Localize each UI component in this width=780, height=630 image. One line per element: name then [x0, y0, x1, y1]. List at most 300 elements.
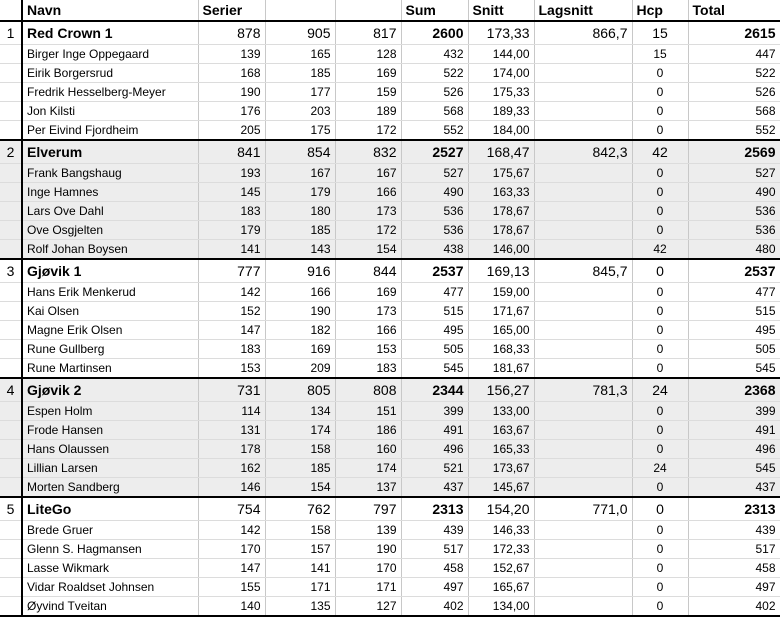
player-sum: 497	[401, 578, 468, 597]
player-sum: 402	[401, 597, 468, 617]
player-lagsnitt-blank	[534, 321, 632, 340]
player-total: 496	[688, 440, 780, 459]
player-name: Frank Bangshaug	[22, 164, 198, 183]
team-serie-2: 805	[265, 378, 335, 402]
player-rank-blank	[0, 340, 22, 359]
player-snitt: 172,33	[468, 540, 534, 559]
team-snitt: 154,20	[468, 497, 534, 521]
player-name: Lasse Wikmark	[22, 559, 198, 578]
player-snitt: 146,00	[468, 240, 534, 260]
player-name: Kai Olsen	[22, 302, 198, 321]
player-total: 439	[688, 521, 780, 540]
player-lagsnitt-blank	[534, 83, 632, 102]
player-lagsnitt-blank	[534, 359, 632, 379]
player-serie-2: 169	[265, 340, 335, 359]
player-sum: 526	[401, 83, 468, 102]
player-sum: 517	[401, 540, 468, 559]
player-serie-2: 190	[265, 302, 335, 321]
player-sum: 527	[401, 164, 468, 183]
player-rank-blank	[0, 478, 22, 498]
player-lagsnitt-blank	[534, 164, 632, 183]
player-serie-1: 168	[198, 64, 265, 83]
player-snitt: 181,67	[468, 359, 534, 379]
player-total: 402	[688, 597, 780, 617]
player-sum: 491	[401, 421, 468, 440]
player-row	[0, 183, 780, 202]
player-serie-2: 185	[265, 221, 335, 240]
player-serie-1: 142	[198, 283, 265, 302]
player-serie-3: 173	[335, 202, 401, 221]
player-serie-3: 166	[335, 183, 401, 202]
player-name: Rolf Johan Boysen	[22, 240, 198, 260]
team-total: 2615	[688, 21, 780, 45]
player-serie-1: 145	[198, 183, 265, 202]
player-name: Lars Ove Dahl	[22, 202, 198, 221]
player-snitt: 146,33	[468, 521, 534, 540]
player-serie-3: 153	[335, 340, 401, 359]
team-row	[0, 140, 780, 164]
player-serie-3: 189	[335, 102, 401, 121]
player-rank-blank	[0, 597, 22, 617]
player-total: 545	[688, 459, 780, 478]
player-row	[0, 283, 780, 302]
player-serie-1: 178	[198, 440, 265, 459]
team-name: LiteGo	[22, 497, 198, 521]
player-snitt: 144,00	[468, 45, 534, 64]
header-navn: Navn	[22, 0, 198, 21]
player-sum: 490	[401, 183, 468, 202]
player-row	[0, 64, 780, 83]
player-serie-2: 143	[265, 240, 335, 260]
player-serie-3: 172	[335, 221, 401, 240]
player-serie-1: 153	[198, 359, 265, 379]
player-serie-1: 147	[198, 559, 265, 578]
player-sum: 505	[401, 340, 468, 359]
player-total: 477	[688, 283, 780, 302]
team-hcp: 15	[632, 21, 688, 45]
player-serie-1: 142	[198, 521, 265, 540]
team-serie-2: 916	[265, 259, 335, 283]
player-serie-2: 167	[265, 164, 335, 183]
player-rank-blank	[0, 183, 22, 202]
player-total: 527	[688, 164, 780, 183]
player-lagsnitt-blank	[534, 64, 632, 83]
player-sum: 458	[401, 559, 468, 578]
player-rank-blank	[0, 283, 22, 302]
player-rank-blank	[0, 221, 22, 240]
player-lagsnitt-blank	[534, 302, 632, 321]
player-rank-blank	[0, 578, 22, 597]
team-serie-1: 878	[198, 21, 265, 45]
player-lagsnitt-blank	[534, 283, 632, 302]
team-sum: 2600	[401, 21, 468, 45]
player-serie-3: 154	[335, 240, 401, 260]
player-rank-blank	[0, 45, 22, 64]
player-total: 480	[688, 240, 780, 260]
team-name: Gjøvik 2	[22, 378, 198, 402]
header-serier: Serier	[198, 0, 265, 21]
team-name: Elverum	[22, 140, 198, 164]
team-serie-1: 841	[198, 140, 265, 164]
player-row	[0, 440, 780, 459]
player-row	[0, 302, 780, 321]
team-serie-1: 754	[198, 497, 265, 521]
player-total: 399	[688, 402, 780, 421]
header-lagsnitt: Lagsnitt	[534, 0, 632, 21]
team-serie-3: 832	[335, 140, 401, 164]
player-sum: 545	[401, 359, 468, 379]
player-rank-blank	[0, 321, 22, 340]
player-hcp: 0	[632, 340, 688, 359]
player-rank-blank	[0, 559, 22, 578]
player-serie-3: 190	[335, 540, 401, 559]
player-serie-1: 155	[198, 578, 265, 597]
player-name: Hans Olaussen	[22, 440, 198, 459]
player-total: 526	[688, 83, 780, 102]
team-sum: 2537	[401, 259, 468, 283]
player-sum: 439	[401, 521, 468, 540]
player-serie-2: 135	[265, 597, 335, 617]
player-serie-3: 172	[335, 121, 401, 141]
player-total: 517	[688, 540, 780, 559]
player-hcp: 0	[632, 559, 688, 578]
player-name: Rune Martinsen	[22, 359, 198, 379]
player-serie-1: 139	[198, 45, 265, 64]
player-hcp: 0	[632, 540, 688, 559]
player-serie-2: 177	[265, 83, 335, 102]
team-name: Red Crown 1	[22, 21, 198, 45]
team-row	[0, 497, 780, 521]
player-sum: 399	[401, 402, 468, 421]
player-serie-1: 152	[198, 302, 265, 321]
player-name: Brede Gruer	[22, 521, 198, 540]
player-serie-2: 158	[265, 521, 335, 540]
player-serie-3: 167	[335, 164, 401, 183]
player-rank-blank	[0, 64, 22, 83]
player-sum: 515	[401, 302, 468, 321]
player-name: Fredrik Hesselberg-Meyer	[22, 83, 198, 102]
player-serie-3: 128	[335, 45, 401, 64]
player-sum: 522	[401, 64, 468, 83]
team-lagsnitt: 781,3	[534, 378, 632, 402]
player-row	[0, 521, 780, 540]
player-total: 491	[688, 421, 780, 440]
player-row	[0, 459, 780, 478]
player-snitt: 175,33	[468, 83, 534, 102]
player-serie-3: 137	[335, 478, 401, 498]
player-row	[0, 221, 780, 240]
header-snitt: Snitt	[468, 0, 534, 21]
player-name: Morten Sandberg	[22, 478, 198, 498]
player-name: Birger Inge Oppegaard	[22, 45, 198, 64]
player-row	[0, 402, 780, 421]
team-row	[0, 21, 780, 45]
player-serie-2: 175	[265, 121, 335, 141]
player-snitt: 174,00	[468, 64, 534, 83]
player-sum: 496	[401, 440, 468, 459]
player-serie-3: 151	[335, 402, 401, 421]
player-row	[0, 559, 780, 578]
team-hcp: 24	[632, 378, 688, 402]
player-snitt: 165,33	[468, 440, 534, 459]
team-total: 2537	[688, 259, 780, 283]
player-snitt: 189,33	[468, 102, 534, 121]
player-serie-3: 160	[335, 440, 401, 459]
player-name: Inge Hamnes	[22, 183, 198, 202]
player-serie-2: 185	[265, 459, 335, 478]
player-name: Eirik Borgersrud	[22, 64, 198, 83]
player-hcp: 0	[632, 164, 688, 183]
player-rank-blank	[0, 402, 22, 421]
player-serie-3: 139	[335, 521, 401, 540]
player-lagsnitt-blank	[534, 597, 632, 617]
player-name: Per Eivind Fjordheim	[22, 121, 198, 141]
team-serie-2: 854	[265, 140, 335, 164]
player-hcp: 0	[632, 102, 688, 121]
team-serie-3: 797	[335, 497, 401, 521]
player-row	[0, 202, 780, 221]
player-row	[0, 45, 780, 64]
player-sum: 552	[401, 121, 468, 141]
team-serie-1: 731	[198, 378, 265, 402]
player-hcp: 0	[632, 321, 688, 340]
team-serie-2: 905	[265, 21, 335, 45]
team-hcp: 0	[632, 259, 688, 283]
player-serie-1: 146	[198, 478, 265, 498]
player-serie-2: 179	[265, 183, 335, 202]
player-row	[0, 102, 780, 121]
player-snitt: 165,67	[468, 578, 534, 597]
player-serie-2: 154	[265, 478, 335, 498]
player-lagsnitt-blank	[534, 102, 632, 121]
player-rank-blank	[0, 164, 22, 183]
header-total: Total	[688, 0, 780, 21]
player-name: Glenn S. Hagmansen	[22, 540, 198, 559]
player-row	[0, 421, 780, 440]
header-rank	[0, 0, 22, 21]
player-total: 522	[688, 64, 780, 83]
player-lagsnitt-blank	[534, 478, 632, 498]
player-lagsnitt-blank	[534, 340, 632, 359]
team-name: Gjøvik 1	[22, 259, 198, 283]
player-rank-blank	[0, 521, 22, 540]
player-snitt: 152,67	[468, 559, 534, 578]
player-hcp: 0	[632, 478, 688, 498]
player-total: 437	[688, 478, 780, 498]
player-name: Magne Erik Olsen	[22, 321, 198, 340]
player-hcp: 0	[632, 121, 688, 141]
player-total: 536	[688, 202, 780, 221]
team-rank: 3	[0, 259, 22, 283]
team-snitt: 168,47	[468, 140, 534, 164]
player-sum: 536	[401, 202, 468, 221]
player-serie-3: 186	[335, 421, 401, 440]
player-row	[0, 121, 780, 141]
player-hcp: 0	[632, 359, 688, 379]
player-hcp: 24	[632, 459, 688, 478]
player-serie-2: 157	[265, 540, 335, 559]
player-row	[0, 478, 780, 498]
player-snitt: 175,67	[468, 164, 534, 183]
player-row	[0, 83, 780, 102]
player-serie-2: 158	[265, 440, 335, 459]
player-serie-2: 185	[265, 64, 335, 83]
player-snitt: 133,00	[468, 402, 534, 421]
player-serie-3: 166	[335, 321, 401, 340]
player-rank-blank	[0, 240, 22, 260]
player-total: 515	[688, 302, 780, 321]
player-serie-2: 180	[265, 202, 335, 221]
team-sum: 2313	[401, 497, 468, 521]
player-serie-2: 182	[265, 321, 335, 340]
team-serie-2: 762	[265, 497, 335, 521]
player-snitt: 184,00	[468, 121, 534, 141]
player-name: Frode Hansen	[22, 421, 198, 440]
player-serie-3: 173	[335, 302, 401, 321]
team-snitt: 169,13	[468, 259, 534, 283]
player-rank-blank	[0, 359, 22, 379]
player-name: Rune Gullberg	[22, 340, 198, 359]
player-name: Hans Erik Menkerud	[22, 283, 198, 302]
player-serie-3: 159	[335, 83, 401, 102]
player-serie-1: 205	[198, 121, 265, 141]
player-row	[0, 540, 780, 559]
player-lagsnitt-blank	[534, 540, 632, 559]
team-lagsnitt: 842,3	[534, 140, 632, 164]
player-lagsnitt-blank	[534, 121, 632, 141]
player-row	[0, 164, 780, 183]
player-name: Lillian Larsen	[22, 459, 198, 478]
player-serie-1: 114	[198, 402, 265, 421]
team-lagsnitt: 771,0	[534, 497, 632, 521]
player-lagsnitt-blank	[534, 183, 632, 202]
player-snitt: 145,67	[468, 478, 534, 498]
player-total: 568	[688, 102, 780, 121]
team-serie-3: 844	[335, 259, 401, 283]
player-lagsnitt-blank	[534, 440, 632, 459]
player-total: 505	[688, 340, 780, 359]
player-total: 497	[688, 578, 780, 597]
player-hcp: 0	[632, 83, 688, 102]
player-total: 490	[688, 183, 780, 202]
player-snitt: 134,00	[468, 597, 534, 617]
team-total: 2569	[688, 140, 780, 164]
player-snitt: 178,67	[468, 221, 534, 240]
player-serie-3: 169	[335, 283, 401, 302]
player-lagsnitt-blank	[534, 521, 632, 540]
player-hcp: 0	[632, 202, 688, 221]
player-sum: 495	[401, 321, 468, 340]
player-lagsnitt-blank	[534, 402, 632, 421]
player-hcp: 0	[632, 183, 688, 202]
player-snitt: 171,67	[468, 302, 534, 321]
player-rank-blank	[0, 102, 22, 121]
team-sum: 2344	[401, 378, 468, 402]
player-name: Øyvind Tveitan	[22, 597, 198, 617]
player-serie-2: 134	[265, 402, 335, 421]
header-serier-2	[265, 0, 335, 21]
player-serie-3: 174	[335, 459, 401, 478]
player-serie-1: 183	[198, 202, 265, 221]
player-total: 447	[688, 45, 780, 64]
header-serier-3	[335, 0, 401, 21]
team-row	[0, 259, 780, 283]
player-serie-3: 169	[335, 64, 401, 83]
header-hcp: Hcp	[632, 0, 688, 21]
team-snitt: 156,27	[468, 378, 534, 402]
player-serie-1: 162	[198, 459, 265, 478]
player-snitt: 178,67	[468, 202, 534, 221]
player-serie-3: 170	[335, 559, 401, 578]
player-serie-3: 127	[335, 597, 401, 617]
player-sum: 432	[401, 45, 468, 64]
player-hcp: 0	[632, 578, 688, 597]
player-serie-2: 209	[265, 359, 335, 379]
player-sum: 536	[401, 221, 468, 240]
player-rank-blank	[0, 121, 22, 141]
team-row	[0, 378, 780, 402]
player-hcp: 0	[632, 64, 688, 83]
player-sum: 437	[401, 478, 468, 498]
player-serie-1: 170	[198, 540, 265, 559]
player-serie-1: 140	[198, 597, 265, 617]
player-rank-blank	[0, 440, 22, 459]
team-total: 2313	[688, 497, 780, 521]
player-serie-2: 141	[265, 559, 335, 578]
player-serie-2: 166	[265, 283, 335, 302]
team-snitt: 173,33	[468, 21, 534, 45]
player-serie-2: 203	[265, 102, 335, 121]
player-serie-1: 131	[198, 421, 265, 440]
player-serie-1: 190	[198, 83, 265, 102]
player-serie-1: 179	[198, 221, 265, 240]
team-rank: 2	[0, 140, 22, 164]
player-name: Ove Osgjelten	[22, 221, 198, 240]
player-sum: 438	[401, 240, 468, 260]
team-serie-3: 808	[335, 378, 401, 402]
player-total: 536	[688, 221, 780, 240]
player-serie-2: 165	[265, 45, 335, 64]
player-serie-2: 171	[265, 578, 335, 597]
player-hcp: 0	[632, 221, 688, 240]
player-hcp: 0	[632, 521, 688, 540]
player-snitt: 168,33	[468, 340, 534, 359]
player-lagsnitt-blank	[534, 578, 632, 597]
team-hcp: 42	[632, 140, 688, 164]
player-serie-1: 141	[198, 240, 265, 260]
player-row	[0, 240, 780, 260]
player-name: Espen Holm	[22, 402, 198, 421]
player-lagsnitt-blank	[534, 559, 632, 578]
player-rank-blank	[0, 421, 22, 440]
player-snitt: 163,33	[468, 183, 534, 202]
player-hcp: 0	[632, 597, 688, 617]
header-row	[0, 0, 780, 21]
player-lagsnitt-blank	[534, 221, 632, 240]
player-hcp: 0	[632, 283, 688, 302]
player-rank-blank	[0, 459, 22, 478]
team-total: 2368	[688, 378, 780, 402]
player-name: Vidar Roaldset Johnsen	[22, 578, 198, 597]
team-rank: 5	[0, 497, 22, 521]
player-lagsnitt-blank	[534, 240, 632, 260]
team-rank: 4	[0, 378, 22, 402]
player-lagsnitt-blank	[534, 421, 632, 440]
player-total: 545	[688, 359, 780, 379]
header-sum: Sum	[401, 0, 468, 21]
player-snitt: 173,67	[468, 459, 534, 478]
team-rank: 1	[0, 21, 22, 45]
